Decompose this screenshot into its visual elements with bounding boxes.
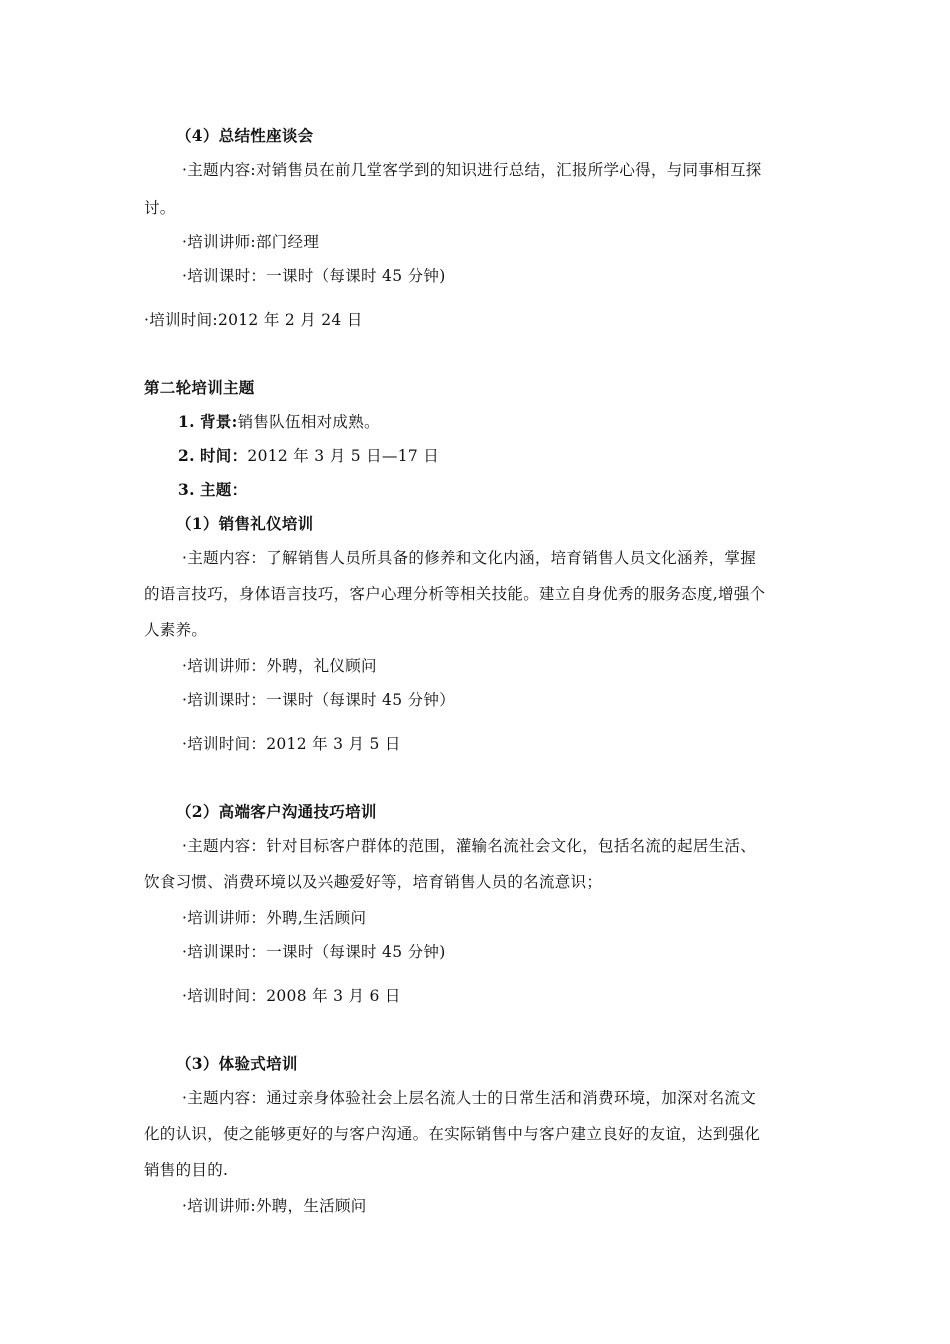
- topic1-time: ·培训时间：2012 年 3 月 5 日: [182, 735, 401, 753]
- topic1-heading: （1）销售礼仪培训: [176, 514, 314, 533]
- section4-content-line1: ·主题内容:对销售员在前几堂客学到的知识进行总结，汇报所学心得，与同事相互探: [182, 161, 762, 179]
- topic2-content-line2: 饮食习惯、消费环境以及兴趣爱好等，培育销售人员的名流意识；: [144, 873, 603, 891]
- topic3-content-line2: 化的认识，使之能够更好的与客户沟通。在实际销售中与客户建立良好的友谊，达到强化: [144, 1125, 761, 1143]
- list-label: 背景:: [200, 412, 238, 431]
- topic1-lecturer: ·培训讲师：外聘，礼仪顾问: [182, 657, 377, 675]
- topic2-heading: （2）高端客户沟通技巧培训: [176, 802, 377, 821]
- round2-item-background: [178, 412, 380, 432]
- topic1-content-line2: 的语言技巧，身体语言技巧，客户心理分析等相关技能。建立自身优秀的服务态度,增强个: [144, 585, 766, 603]
- list-label: 主题：: [200, 480, 248, 499]
- topic1-content-line1: ·主题内容：了解销售人员所具备的修养和文化内涵，培育销售人员文化涵养，掌握: [182, 549, 757, 567]
- list-label: 时间：: [200, 446, 248, 465]
- list-number: 1.: [178, 412, 195, 431]
- topic3-content-line1: ·主题内容：通过亲身体验社会上层名流人士的日常生活和消费环境，加深对名流文: [182, 1089, 757, 1107]
- topic3-heading: （3）体验式培训: [176, 1054, 298, 1073]
- list-number: 2.: [178, 446, 195, 465]
- section4-heading: （4）总结性座谈会: [176, 126, 314, 145]
- list-value: 2012 年 3 月 5 日—17 日: [247, 447, 440, 465]
- topic1-hours: ·培训课时：一课时（每课时 45 分钟）: [182, 691, 456, 709]
- topic2-content-line1: ·主题内容：针对目标客户群体的范围，灌输名流社会文化，包括名流的起居生活、: [182, 837, 757, 855]
- section4-lecturer: ·培训讲师:部门经理: [182, 233, 320, 251]
- round2-title: 第二轮培训主题: [144, 378, 255, 397]
- round2-item-topic: [178, 480, 247, 500]
- section4-hours: ·培训课时：一课时（每课时 45 分钟): [182, 267, 446, 285]
- topic2-time: ·培训时间：2008 年 3 月 6 日: [182, 987, 401, 1005]
- topic3-content-line3: 销售的目的.: [144, 1161, 229, 1179]
- topic1-content-line3: 人素养。: [144, 621, 208, 639]
- topic2-lecturer: ·培训讲师：外聘,生活顾问: [182, 909, 367, 927]
- section4-time: ·培训时间:2012 年 2 月 24 日: [144, 311, 363, 329]
- round2-item-time: [178, 446, 439, 466]
- section4-content-line2: 讨。: [144, 199, 176, 217]
- list-value: 销售队伍相对成熟。: [237, 413, 380, 431]
- topic2-hours: ·培训课时：一课时（每课时 45 分钟): [182, 943, 446, 961]
- topic3-lecturer: ·培训讲师:外聘，生活顾问: [182, 1197, 367, 1215]
- list-number: 3.: [178, 480, 195, 499]
